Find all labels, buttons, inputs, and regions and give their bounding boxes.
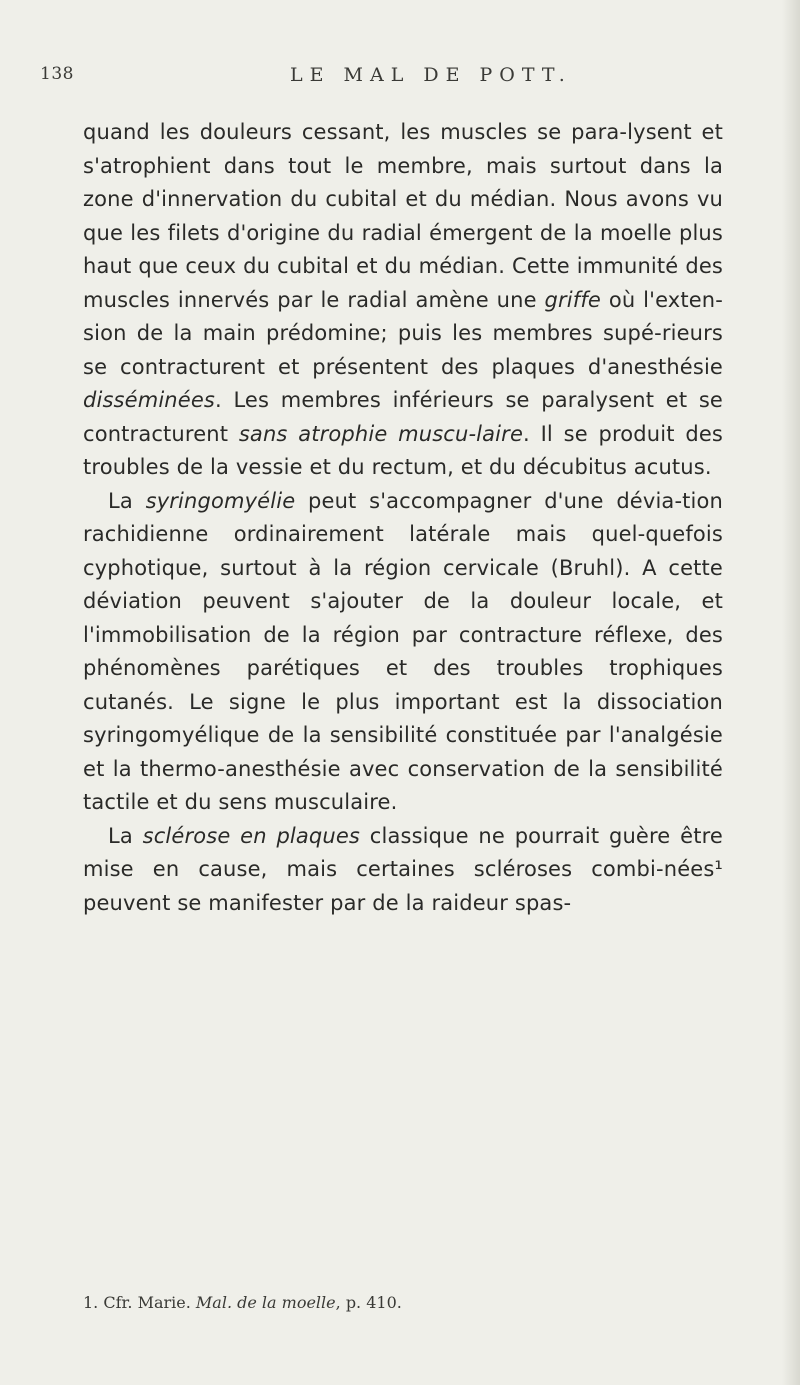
page-header [40,64,760,94]
paragraph [83,485,723,820]
paragraph [83,820,723,921]
italic-text: disséminées [83,388,215,412]
text-run: classique ne pourrait guère être mise en cause, mais certaines scléroses combi-nées¹ peuvent se manifester par de la raideur spas- [83,823,723,915]
page-number: 138 [40,64,74,84]
text-run: . Les membres inférieurs se paralysent et se contracturent [83,388,723,446]
italic-text: griffe [544,287,601,312]
italic-text: Mal. de la moelle [195,1293,336,1312]
text-run: . Il se produit des troubles de la vessie et du rectum, et du décubitus acutus. [83,421,723,479]
text-run: La [108,488,146,513]
text-run: peut s'accompagner d'une dévia-tion rachidienne ordinairement latérale mais quel-quefois cyphotique, surtout à la région cervicale (Bruhl). A cette déviation peuvent s'ajouter de la douleur locale, et l'immobilisation de la région par contracture réflexe, des phénomènes parétiques et des troubles trophiques cutanés. Le signe le plus important est la dissociation syringomyélique de la sensibilité constituée par l'analgésie et la thermo-anesthésie avec conservation de la sensibilité tactile et du sens musculaire. [83,488,723,814]
paragraph [83,116,723,485]
italic-text: sclérose en plaques [142,823,361,848]
italic-text: sans atrophie muscu-laire [238,421,524,446]
text-run: où l'exten-sion de la main prédomine; puis les membres supé-rieurs se contracturent et présentent des plaques d'anesthésie [83,287,723,379]
italic-text: syringomyélie [145,488,296,513]
running-title: LE MAL DE POTT. [290,64,572,86]
text-run: quand les douleurs cessant, les muscles se para-lysent et s'atrophient dans tout le membre, mais surtout dans la zone d'innervation du cubital et du médian. Nous avons vu que les filets d'origine du radial émergent de la moelle plus haut que ceux du cubital et du médian. Cette immunité des muscles innervés par le radial amène une [83,120,723,312]
text-run: La [108,823,143,848]
footnote [83,1293,723,1312]
text-run: 1. Cfr. Marie. [83,1293,196,1312]
text-run: , p. 410. [335,1293,402,1312]
body-text [83,116,723,920]
page-edge-shadow [782,0,800,1385]
